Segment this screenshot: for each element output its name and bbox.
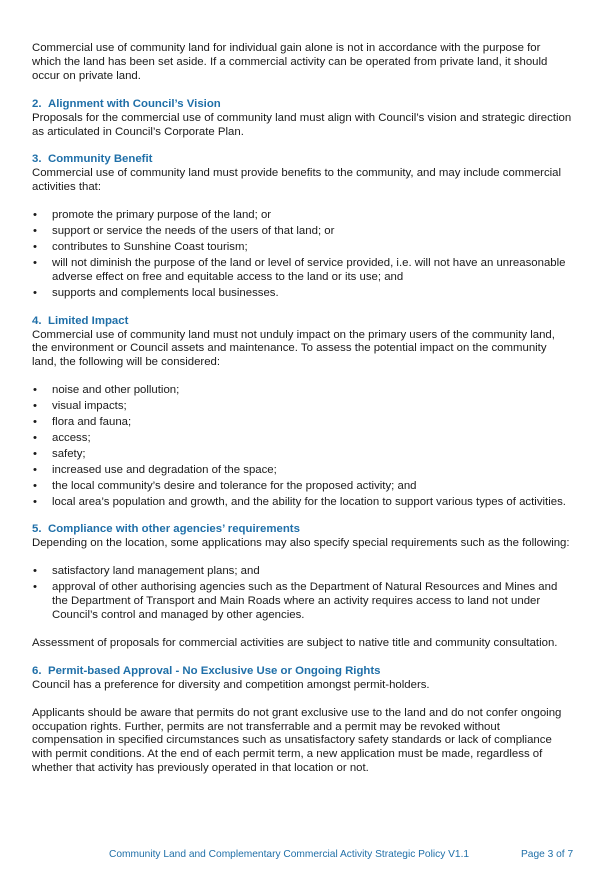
bullet-item xyxy=(32,432,572,446)
policy-sections xyxy=(32,98,572,776)
bullet-icon: • xyxy=(33,495,37,508)
bullet-item xyxy=(32,384,572,398)
bullet-item xyxy=(32,480,572,494)
bullet-text: local area’s population and growth, and the ability for the location to support various types of activities. xyxy=(52,495,566,508)
bullet-icon: • xyxy=(33,240,37,253)
bullet-icon: • xyxy=(33,416,37,429)
document-page xyxy=(32,42,572,790)
bullet-text: approval of other authorising agencies such as the Department of Natural Resources and Mines and the Department of Transport and Main Roads where an activity requires access to land not under Council’s control and managed by other agencies. xyxy=(52,581,558,621)
intro-paragraph: Commercial use of community land for individual gain alone is not in accordance with the purpose for which the land has been set aside. If a commercial activity can be operated from private land, it should occur on private land. xyxy=(32,42,548,82)
section-title: Permit-based Approval - No Exclusive Use or Ongoing Rights xyxy=(48,664,381,677)
bullet-list xyxy=(32,209,572,300)
section-paragraph: Applicants should be aware that permits do not grant exclusive use to the land and do not confer ongoing occupation rights. Further, permits are not transferrable and a permit may be revoked without compensation in specified circumstances such as unsatisfactory safety standards or lack of compliance with permit conditions. At the end of each permit term, a new application must be made, regardless of whether that activity has previously operated in that location or not. xyxy=(32,706,562,775)
bullet-icon: • xyxy=(33,581,37,594)
section-number: 2. xyxy=(32,97,42,110)
section-5 xyxy=(32,523,572,650)
bullet-icon: • xyxy=(33,479,37,492)
section-6 xyxy=(32,665,572,776)
bullet-item xyxy=(32,464,572,478)
footer-document-title: Community Land and Complementary Commercial Activity Strategic Policy V1.1 xyxy=(109,849,470,860)
bullet-text: visual impacts; xyxy=(52,400,127,413)
bullet-text: promote the primary purpose of the land; or xyxy=(52,209,272,222)
bullet-text: noise and other pollution; xyxy=(52,384,180,397)
bullet-text: supports and complements local businesses. xyxy=(52,286,279,299)
section-paragraph: Commercial use of community land must not unduly impact on the primary users of the community land, the environment or Council assets and maintenance. To assess the potential impact on the community land, the following will be considered: xyxy=(32,328,555,369)
section-title: Alignment with Council’s Vision xyxy=(48,97,221,110)
bullet-icon: • xyxy=(33,400,37,413)
section-heading xyxy=(32,98,572,112)
bullet-item xyxy=(32,448,572,462)
bullet-icon: • xyxy=(33,209,37,222)
section-2 xyxy=(32,98,572,140)
section-3 xyxy=(32,153,572,300)
bullet-item xyxy=(32,225,572,239)
bullet-item xyxy=(32,581,572,623)
section-title: Limited Impact xyxy=(48,314,129,327)
bullet-text: access; xyxy=(52,431,91,444)
section-paragraph: Depending on the location, some applications may also specify special requirements such as the following: xyxy=(32,537,570,550)
bullet-item xyxy=(32,257,572,285)
bullet-text: safety; xyxy=(52,447,86,460)
bullet-text: satisfactory land management plans; and xyxy=(52,565,260,578)
bullet-icon: • xyxy=(33,286,37,299)
section-note: Assessment of proposals for commercial activities are subject to native title and community consultation. xyxy=(32,636,558,649)
bullet-icon: • xyxy=(33,463,37,476)
section-title: Community Benefit xyxy=(48,153,153,166)
section-paragraph: Proposals for the commercial use of community land must align with Council’s vision and strategic direction as articulated in Council’s Corporate Plan. xyxy=(32,111,572,138)
bullet-text: support or service the needs of the users of that land; or xyxy=(52,225,335,238)
bullet-icon: • xyxy=(33,565,37,578)
bullet-icon: • xyxy=(33,447,37,460)
section-heading xyxy=(32,315,572,329)
section-number: 6. xyxy=(32,664,42,677)
bullet-text: the local community’s desire and tolerance for the proposed activity; and xyxy=(52,479,417,492)
bullet-text: flora and fauna; xyxy=(52,416,132,429)
section-heading xyxy=(32,523,572,537)
bullet-icon: • xyxy=(33,384,37,397)
section-heading xyxy=(32,665,572,679)
bullet-text: increased use and degradation of the space; xyxy=(52,463,277,476)
section-number: 4. xyxy=(32,314,42,327)
bullet-item xyxy=(32,241,572,255)
section-paragraph: Council has a preference for diversity and competition amongst permit-holders. xyxy=(32,678,430,691)
bullet-icon: • xyxy=(33,225,37,238)
bullet-text: will not diminish the purpose of the land or level of service provided, i.e. will not have an unreasonable adverse effect on free and equitable access to the land or its use; and xyxy=(52,256,566,283)
section-number: 5. xyxy=(32,523,42,536)
section-4 xyxy=(32,315,572,510)
bullet-icon: • xyxy=(33,256,37,269)
bullet-item xyxy=(32,400,572,414)
section-number: 3. xyxy=(32,153,42,166)
bullet-list xyxy=(32,384,572,509)
bullet-list xyxy=(32,565,572,623)
section-paragraph: Commercial use of community land must provide benefits to the community, and may include commercial activities that: xyxy=(32,167,562,194)
bullet-icon: • xyxy=(33,431,37,444)
section-title: Compliance with other agencies’ requirements xyxy=(48,523,300,536)
bullet-item xyxy=(32,496,572,510)
bullet-item xyxy=(32,209,572,223)
bullet-item xyxy=(32,287,572,301)
bullet-text: contributes to Sunshine Coast tourism; xyxy=(52,240,248,253)
section-heading xyxy=(32,153,572,167)
bullet-item xyxy=(32,416,572,430)
footer-page-number: Page 3 of 7 xyxy=(521,849,574,860)
bullet-item xyxy=(32,565,572,579)
